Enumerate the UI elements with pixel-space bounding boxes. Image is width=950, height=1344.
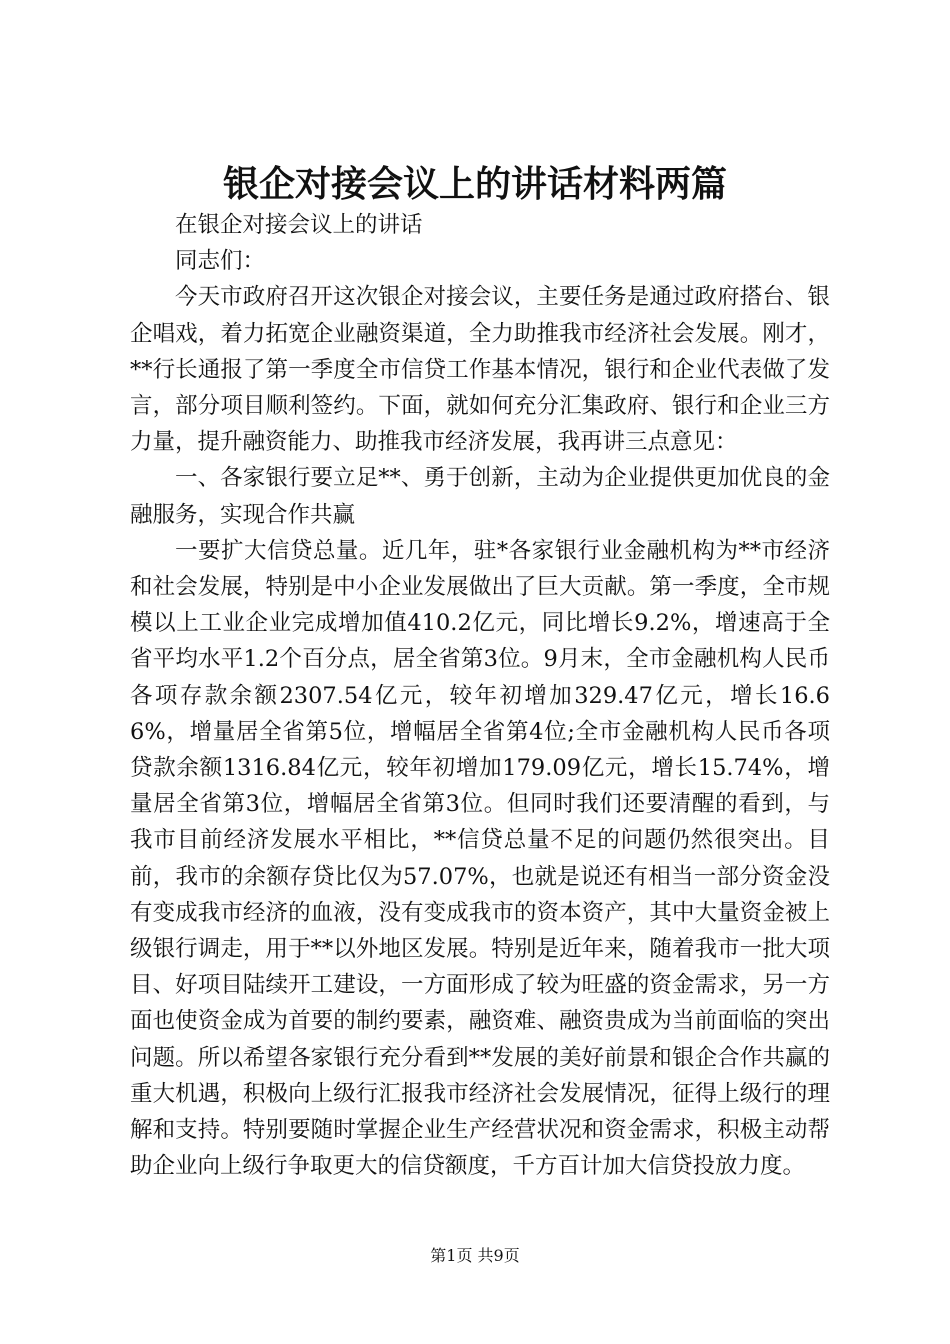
speech-heading: 在银企对接会议上的讲话	[175, 212, 423, 238]
intro-paragraph: 今天市政府召开这次银企对接会议，主要任务是通过政府搭台、银企唱戏，着力拓宽企业融资渠道，全力助推我市经济社会发展。刚才，**行长通报了第一季度全市信贷工作基本情况，银行和企业代表做了发言，部分项目顺利签约。下面，就如何充分汇集政府、银行和企业三方力量，提升融资能力、助推我市经济发展，我再讲三点意见：	[130, 284, 830, 456]
section-heading-1: 一、各家银行要立足**、勇于创新，主动为企业提供更加优良的金融服务，实现合作共赢	[130, 465, 830, 528]
document-title: 银企对接会议上的讲话材料两篇	[222, 163, 727, 205]
salutation: 同志们：	[175, 248, 266, 275]
page-footer: 第1页 共9页	[430, 1246, 520, 1265]
document-body	[130, 207, 830, 1184]
body-paragraph: 一要扩大信贷总量。近几年，驻*各家银行业金融机构为**市经济和社会发展，特别是中小企业发展做出了巨大贡献。第一季度，全市规模以上工业企业完成增加值410.2亿元，同比增长9.2%，增速高于全省平均水平1.2个百分点，居全省第3位。9月末，全市金融机构人民币各项存款余额2307.54亿元，较年初增加329.47亿元，增长16.66%，增量居全省第5位，增幅居全省第4位;全市金融机构人民币各项贷款余额1316.84亿元，较年初增加179.09亿元，增长15.74%，增量居全省第3位，增幅居全省第3位。但同时我们还要清醒的看到，与我市目前经济发展水平相比，**信贷总量不足的问题仍然很突出。目前，我市的余额存贷比仅为57.07%，也就是说还有相当一部分资金没有变成我市经济的血液，没有变成我市的资本资产，其中大量资金被上级银行调走，用于**以外地区发展。特别是近年来，随着我市一批大项目、好项目陆续开工建设，一方面形成了较为旺盛的资金需求，另一方面也使资金成为首要的制约要素，融资难、融资贵成为当前面临的突出问题。所以希望各家银行充分看到**发展的美好前景和银企合作共赢的重大机遇，积极向上级行汇报我市经济社会发展情况，征得上级行的理解和支持。特别要随时掌握企业生产经营状况和资金需求，积极主动帮助企业向上级行争取更大的信贷额度，千方百计加大信贷投放力度。	[130, 537, 830, 1180]
